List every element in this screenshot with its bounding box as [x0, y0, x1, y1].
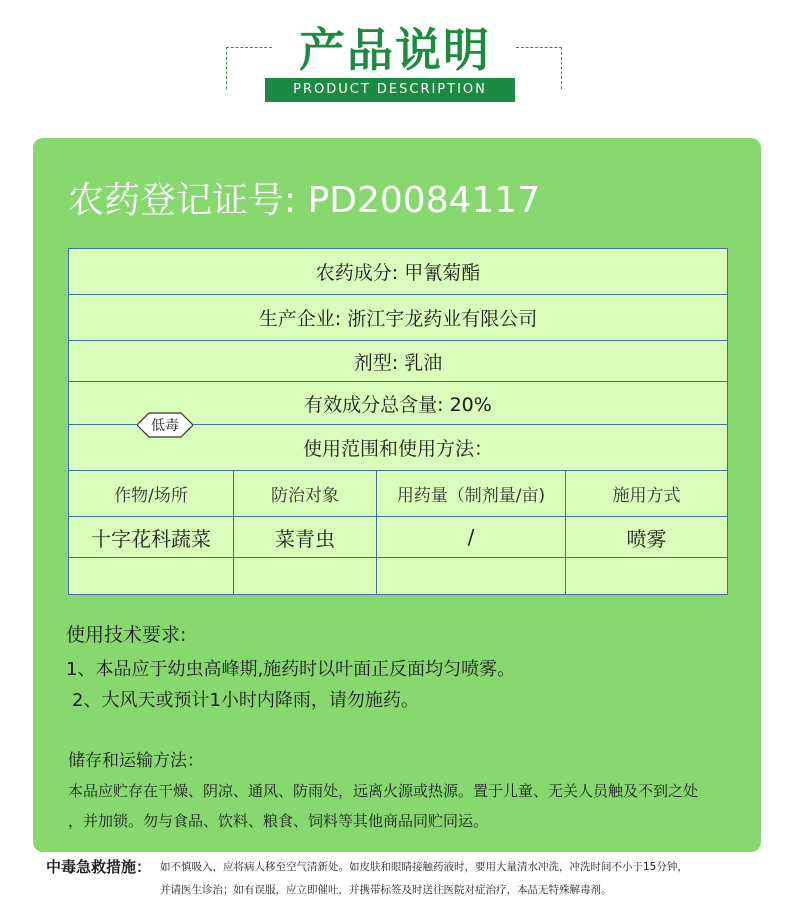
usage-title-row: 使用范围和使用方法： — [69, 425, 728, 471]
storage-title: 储存和运输方法： — [68, 751, 204, 771]
requirement-item: 1、本品应于幼虫高峰期,施药时以叶面正反面均匀喷雾。 — [66, 659, 516, 680]
usage-cell-empty — [566, 558, 728, 595]
page-title: 产品说明 — [299, 23, 491, 77]
usage-cell-crop: 十字花科蔬菜 — [69, 517, 234, 558]
usage-header-dosage: 用药量（制剂量/亩) — [377, 471, 566, 517]
page-subtitle: PRODUCT DESCRIPTION — [265, 78, 515, 102]
manufacturer-row: 生产企业: 浙江宇龙药业有限公司 — [69, 295, 728, 341]
usage-cell-target: 菜青虫 — [234, 517, 377, 558]
storage-text: 本品应贮存在干燥、阴凉、通风、防雨处，远离火源或热源。置于儿童、无关人员触及不到之处 — [68, 782, 699, 800]
ingredient-row: 农药成分: 甲氰菊酯 — [69, 249, 728, 295]
formulation-row: 剂型: 乳油 — [69, 341, 728, 382]
usage-header-target: 防治对象 — [234, 471, 377, 517]
first-aid-text: 如不慎吸入，应将病人移至空气清新处。如皮肤和眼睛接触药液时，要用大量清水冲洗，冲洗时间不小于15分钟， — [160, 861, 688, 873]
first-aid-text: 并请医生诊治；如有误服，应立即催吐，并携带标签及时送往医院对症治疗，本品无特殊解毒剂。 — [160, 884, 612, 896]
usage-cell-method: 喷雾 — [566, 517, 728, 558]
usage-header-crop: 作物/场所 — [69, 471, 234, 517]
content-row: 有效成分总含量: 20% — [69, 382, 728, 425]
first-aid-label: 中毒急救措施： — [46, 858, 152, 876]
toxicity-badge — [137, 412, 193, 438]
requirement-item: 2、大风天或预计1小时内降雨，请勿施药。 — [72, 690, 419, 711]
usage-cell-empty — [69, 558, 234, 595]
storage-text: ，并加锁。勿与食品、饮料、粮食、饲料等其他商品同贮同运。 — [68, 812, 489, 830]
usage-cell-dosage: / — [377, 517, 566, 558]
registration-number: 农药登记证号: PD20084117 — [68, 180, 541, 221]
toxicity-badge-label: 低毒 — [151, 418, 179, 434]
usage-header-method: 施用方式 — [566, 471, 728, 517]
usage-cell-empty — [377, 558, 566, 595]
usage-cell-empty — [234, 558, 377, 595]
requirements-title: 使用技术要求: — [66, 624, 187, 646]
